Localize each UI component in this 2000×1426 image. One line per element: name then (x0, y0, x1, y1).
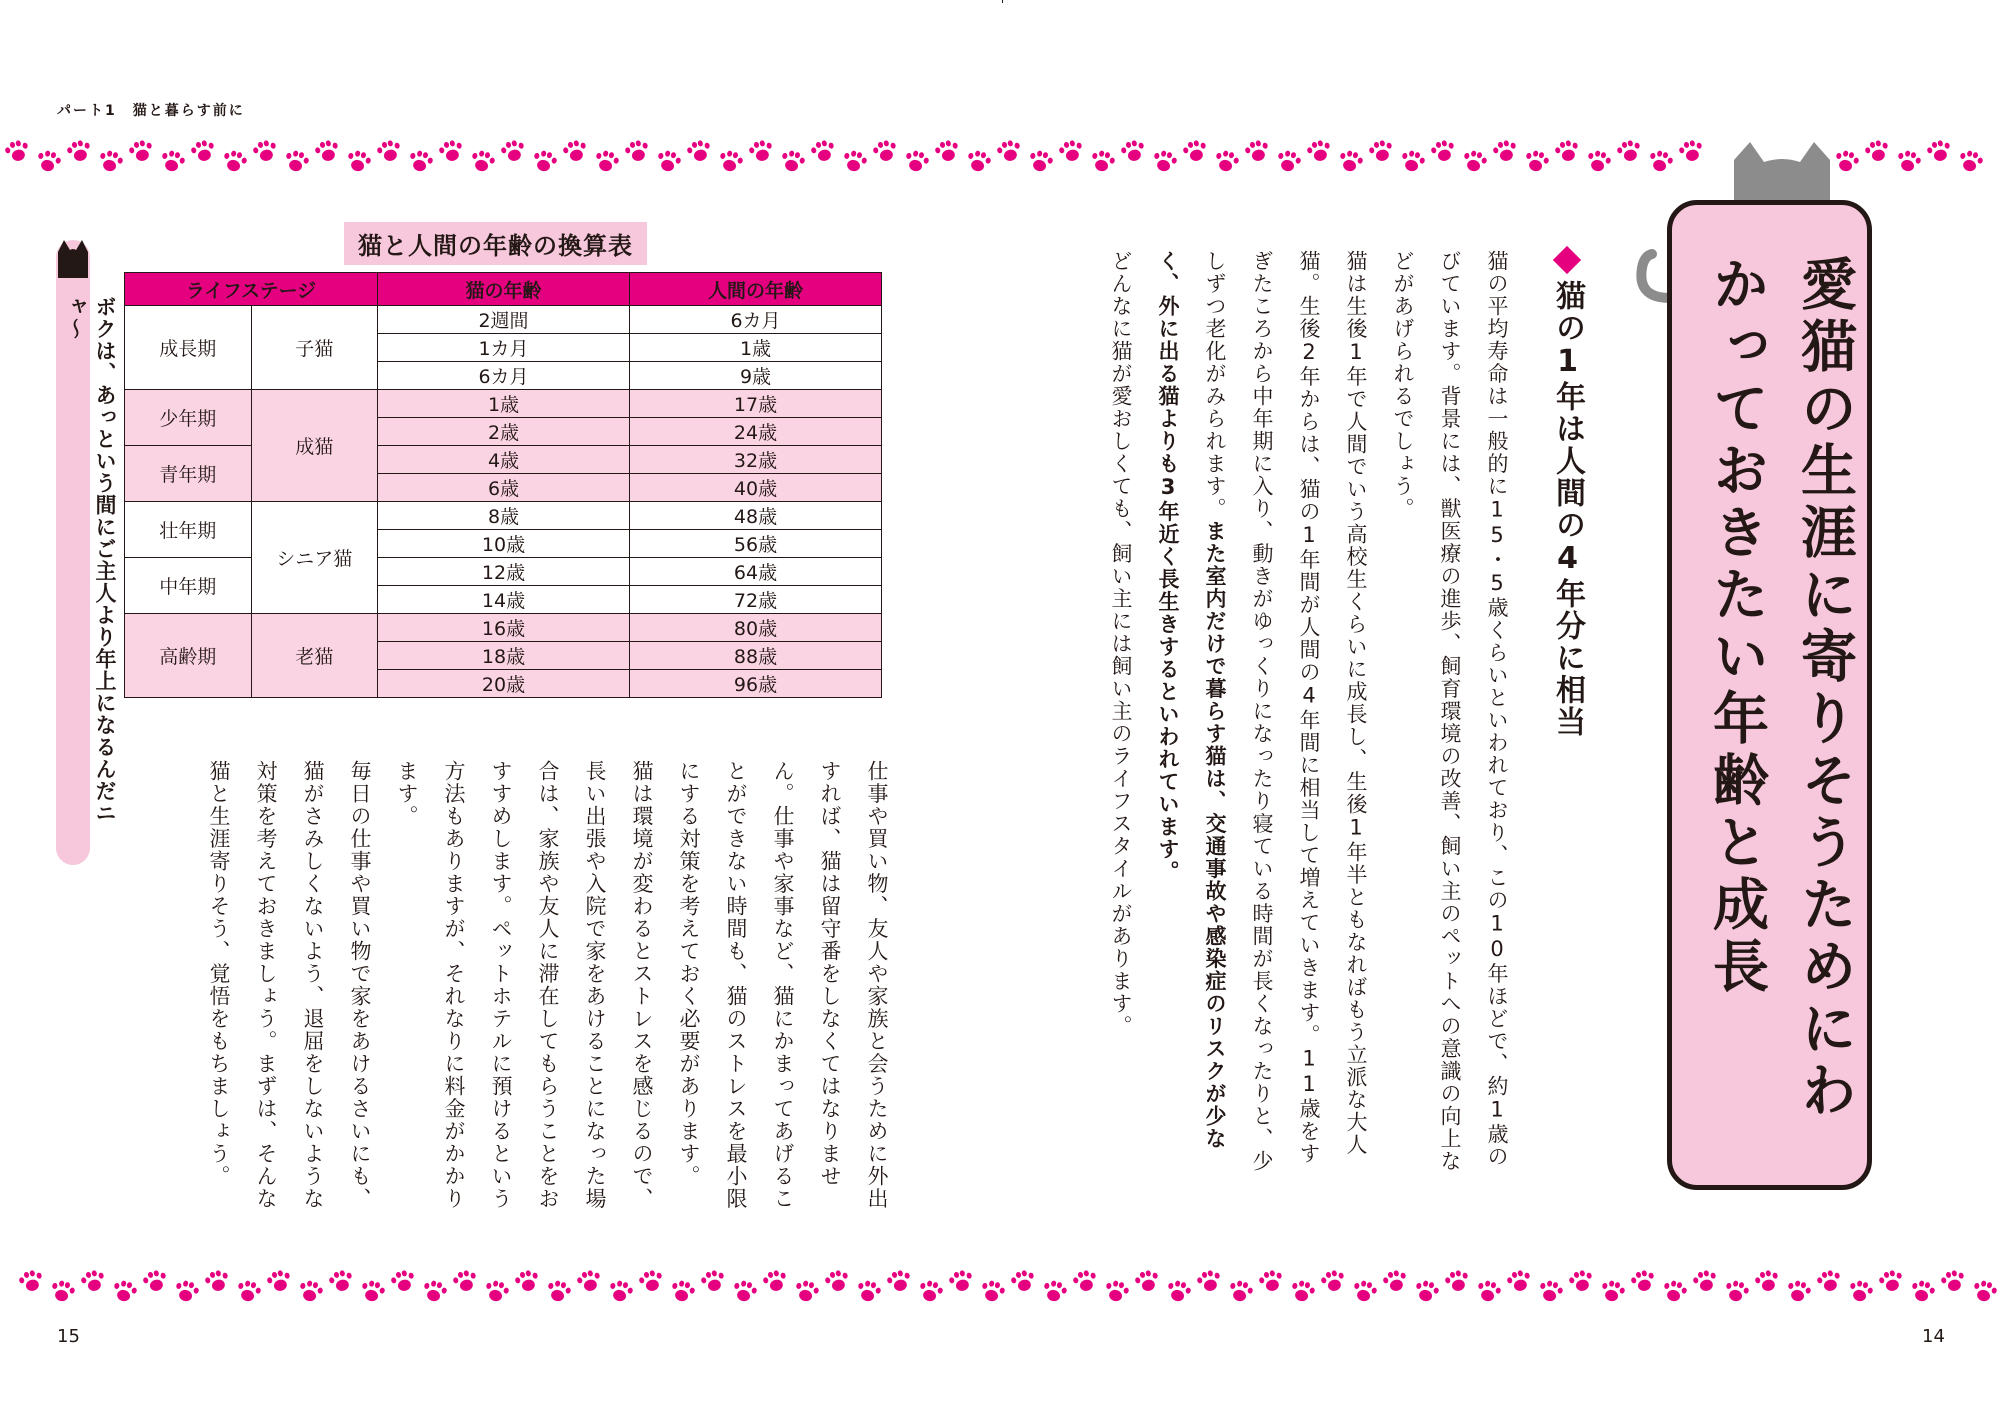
diamond-bullet-icon (1553, 246, 1581, 274)
human-age-cell: 1歳 (630, 334, 882, 362)
paw-print-icon (249, 137, 280, 167)
paw-print-icon (1038, 1277, 1069, 1307)
paw-print-icon (1472, 1277, 1503, 1307)
stage-cell: 成長期 (125, 306, 252, 390)
paw-print-icon (294, 1277, 325, 1307)
paw-print-icon (1968, 1277, 1999, 1307)
human-age-cell: 80歳 (630, 614, 882, 642)
paw-print-icon (869, 137, 900, 167)
paw-print-icon (449, 1267, 480, 1297)
cat-tail-icon (1632, 248, 1672, 308)
human-age-cell: 88歳 (630, 642, 882, 670)
paw-print-icon (1596, 1277, 1627, 1307)
subheading-text: 猫の1年は人間の4年分に相当 (1550, 280, 1585, 738)
paw-print-icon (325, 1267, 356, 1297)
page-number-left: 15 (57, 1326, 80, 1347)
cat-age-cell: 10歳 (378, 530, 630, 558)
paragraph: 猫は生後1年で人間でいう高校生くらいに成長し、生後1年半ともなればもう立派な大人猫。生後2年からは、猫の1年間が人間の4年間に相当して増えていきます。11歳をすぎたころから中年期に入り、動きがゆっくりになったり寝ている時間が長くなったりと、少しずつ老化がみられます。 (1203, 250, 1368, 1173)
paw-print-icon (1551, 137, 1582, 167)
paw-print-icon (1813, 1267, 1844, 1297)
paw-print-icon (900, 147, 931, 177)
cat-age-cell: 12歳 (378, 558, 630, 586)
paw-print-icon (852, 1277, 883, 1307)
paw-print-icon (46, 1277, 77, 1307)
page-title: 愛猫の生涯に寄りそうためにわかっておきたい年齢と成長 (1704, 255, 1857, 1123)
paw-print-icon (1179, 137, 1210, 167)
paw-print-icon (931, 137, 962, 167)
body-text-right (1109, 250, 1520, 1180)
human-age-cell: 48歳 (630, 502, 882, 530)
paw-print-icon (945, 1267, 976, 1297)
paw-print-icon (590, 147, 621, 177)
cat-age-cell: 14歳 (378, 586, 630, 614)
paw-print-icon (1861, 137, 1892, 167)
paw-print-icon (94, 147, 125, 177)
paw-print-icon (373, 137, 404, 167)
paw-print-icon (790, 1277, 821, 1307)
human-age-cell: 32歳 (630, 446, 882, 474)
paw-print-icon (311, 137, 342, 167)
body-text-left (120, 760, 900, 1210)
paw-print-icon (1365, 137, 1396, 167)
stage-cell: 青年期 (125, 446, 252, 502)
paragraph: 猫の平均寿命は一般的に15・5歳くらいといわれており、この10年ほどで、約1歳のびています。背景には、獣医療の進歩、飼育環境の改善、飼い主のペットへの意識の向上などがあげられるでしょう。 (1391, 250, 1509, 1173)
cat-age-cell: 4歳 (378, 446, 630, 474)
paw-print-icon (1644, 147, 1675, 177)
paw-print-icon (280, 147, 311, 177)
paw-print-icon (263, 1267, 294, 1297)
table-row (125, 558, 882, 586)
paw-print-icon (139, 1267, 170, 1297)
paw-print-icon (776, 147, 807, 177)
table-row (125, 306, 882, 334)
paw-print-icon (1627, 1267, 1658, 1297)
cat-age-cell: 18歳 (378, 642, 630, 670)
paw-print-icon (156, 147, 187, 177)
paw-print-icon (77, 1267, 108, 1297)
paw-print-icon (1055, 137, 1086, 167)
paw-print-icon (542, 1277, 573, 1307)
paw-print-icon (1007, 1267, 1038, 1297)
paw-print-icon (1272, 147, 1303, 177)
paw-print-icon (1720, 1277, 1751, 1307)
paw-print-icon (1024, 147, 1055, 177)
paw-print-icon (1241, 137, 1272, 167)
cat-age-cell: 8歳 (378, 502, 630, 530)
paw-print-icon (342, 147, 373, 177)
paw-print-icon (387, 1267, 418, 1297)
paw-print-icon (1131, 1267, 1162, 1297)
section-subheading (1545, 250, 1589, 770)
paw-print-icon (697, 1267, 728, 1297)
cat-age-cell: 6歳 (378, 474, 630, 502)
paw-print-icon (1193, 1267, 1224, 1297)
paragraph-bold: また室内だけで暮らす猫は、交通事故や感染症のリスクが少なく、外に出る猫よりも3年近く長生きするといわれています。 (1156, 250, 1227, 1150)
table-row (125, 446, 882, 474)
cat-age-cell: 1カ月 (378, 334, 630, 362)
cat-age-cell: 1歳 (378, 390, 630, 418)
paw-print-icon (418, 1277, 449, 1307)
paw-print-icon (604, 1277, 635, 1307)
table-header: ライフステージ (125, 273, 378, 306)
table-header: 人間の年齢 (630, 273, 882, 306)
paw-print-icon (914, 1277, 945, 1307)
stage-cell: 少年期 (125, 390, 252, 446)
human-age-cell: 96歳 (630, 670, 882, 698)
cat-age-cell: 2週間 (378, 306, 630, 334)
paw-print-icon (201, 1267, 232, 1297)
paw-print-icon (1875, 1267, 1906, 1297)
table-row (125, 614, 882, 642)
paragraph: 毎日の仕事や買い物で家をあけるさいにも、猫がさみしくないよう、退屈をしないような対策を考えておきましょう。まずは、そんな猫と生涯寄りそう、覚悟をもちましょう。 (207, 760, 372, 1210)
human-age-cell: 72歳 (630, 586, 882, 614)
paw-print-icon (1410, 1277, 1441, 1307)
paw-print-icon (728, 1277, 759, 1307)
paw-print-icon (573, 1267, 604, 1297)
human-age-cell: 17歳 (630, 390, 882, 418)
paw-print-icon (1441, 1267, 1472, 1297)
paw-print-icon (108, 1277, 139, 1307)
paw-border-bottom (0, 1268, 2000, 1308)
paw-print-icon (1, 137, 32, 167)
paw-print-icon (714, 147, 745, 177)
paw-print-icon (1613, 137, 1644, 167)
paw-print-icon (1689, 1267, 1720, 1297)
cat-age-cell: 20歳 (378, 670, 630, 698)
human-age-cell: 9歳 (630, 362, 882, 390)
cat-silhouette-icon (56, 238, 90, 278)
paw-print-icon (1210, 147, 1241, 177)
paw-print-icon (1520, 147, 1551, 177)
paw-print-icon (187, 137, 218, 167)
paw-print-icon (528, 147, 559, 177)
paw-print-icon (1782, 1277, 1813, 1307)
paw-print-icon (1117, 137, 1148, 167)
group-cell: シニア猫 (251, 502, 378, 614)
paw-print-icon (1489, 137, 1520, 167)
paw-print-icon (356, 1277, 387, 1307)
paw-print-icon (32, 147, 63, 177)
title-box (1667, 200, 1872, 1190)
paw-print-icon (559, 137, 590, 167)
paw-print-icon (821, 1267, 852, 1297)
paw-print-icon (1503, 1267, 1534, 1297)
paw-print-icon (807, 137, 838, 167)
human-age-cell: 56歳 (630, 530, 882, 558)
paw-print-icon (497, 137, 528, 167)
paw-print-icon (1751, 1267, 1782, 1297)
paw-print-icon (63, 137, 94, 167)
paw-print-icon (1317, 1267, 1348, 1297)
table-title: 猫と人間の年齢の換算表 (344, 222, 647, 265)
paw-print-icon (1582, 147, 1613, 177)
paw-print-icon (1069, 1267, 1100, 1297)
human-age-cell: 40歳 (630, 474, 882, 502)
paw-print-icon (745, 137, 776, 167)
paragraph: 仕事や買い物、友人や家族と会うために外出すれば、猫は留守番をしなくてはなりません。仕事や家事など、猫にかまってあげることができない時間も、猫のストレスを最小限にする対策を考えておく必要があります。 (677, 760, 889, 1210)
age-conversion-table (124, 272, 882, 698)
cat-age-cell: 16歳 (378, 614, 630, 642)
stage-cell: 中年期 (125, 558, 252, 614)
paw-print-icon (1954, 147, 1985, 177)
paragraph: 猫は環境が変わるとストレスを感じるので、長い出張や入院で家をあけることになった場合は、家族や友人に滞在してもらうことをおすすめします。ペットホテルに預けるという方法もありますが、それなりに料金がかかります。 (395, 760, 654, 1210)
paw-print-icon (1565, 1267, 1596, 1297)
paw-print-icon (1396, 147, 1427, 177)
table-row (125, 502, 882, 530)
group-cell: 成猫 (251, 390, 378, 502)
paw-print-icon (1923, 137, 1954, 167)
stage-cell: 高齢期 (125, 614, 252, 698)
paw-border-top (0, 138, 2000, 178)
paw-print-icon (1334, 147, 1365, 177)
paw-print-icon (652, 147, 683, 177)
paw-print-icon (1255, 1267, 1286, 1297)
human-age-cell: 64歳 (630, 558, 882, 586)
paw-print-icon (511, 1267, 542, 1297)
paw-print-icon (1379, 1267, 1410, 1297)
paw-print-icon (1658, 1277, 1689, 1307)
paw-print-icon (125, 137, 156, 167)
paw-print-icon (232, 1277, 263, 1307)
paw-print-icon (1162, 1277, 1193, 1307)
cat-age-cell: 2歳 (378, 418, 630, 446)
paw-print-icon (993, 137, 1024, 167)
table-header: 猫の年齢 (378, 273, 630, 306)
paw-print-icon (1100, 1277, 1131, 1307)
paw-print-icon (1458, 147, 1489, 177)
paw-print-icon (435, 137, 466, 167)
side-note-box (56, 240, 117, 865)
paw-print-icon (1224, 1277, 1255, 1307)
paw-print-icon (1148, 147, 1179, 177)
paw-print-icon (1086, 147, 1117, 177)
paragraph: どんなに猫が愛おしくても、飼い主には飼い主のライフスタイルがあります。 (1109, 250, 1133, 1038)
paw-print-icon (1427, 137, 1458, 167)
table-header-row (125, 273, 882, 306)
running-header: パート1 猫と暮らす前に (57, 103, 245, 119)
paw-print-icon (15, 1267, 46, 1297)
human-age-cell: 6カ月 (630, 306, 882, 334)
paw-print-icon (635, 1267, 666, 1297)
paw-print-icon (1892, 147, 1923, 177)
paw-print-icon (1906, 1277, 1937, 1307)
paw-print-icon (170, 1277, 201, 1307)
paw-print-icon (480, 1277, 511, 1307)
paw-print-icon (883, 1267, 914, 1297)
paw-print-icon (838, 147, 869, 177)
paw-print-icon (666, 1277, 697, 1307)
paw-print-icon (1348, 1277, 1379, 1307)
paw-print-icon (759, 1267, 790, 1297)
paw-print-icon (466, 147, 497, 177)
paw-print-icon (218, 147, 249, 177)
paw-print-icon (1675, 137, 1706, 167)
paw-print-icon (1937, 1267, 1968, 1297)
table-row (125, 390, 882, 418)
paw-print-icon (962, 147, 993, 177)
side-note-text: ボクは、あっという間にご主人より年上になるんだニャ〜 (63, 296, 117, 824)
paw-print-icon (1286, 1277, 1317, 1307)
paw-print-icon (976, 1277, 1007, 1307)
paw-print-icon (1534, 1277, 1565, 1307)
paw-print-icon (1844, 1277, 1875, 1307)
human-age-cell: 24歳 (630, 418, 882, 446)
group-cell: 子猫 (251, 306, 378, 390)
page-number-right: 14 (1922, 1326, 1945, 1347)
stage-cell: 壮年期 (125, 502, 252, 558)
paw-print-icon (621, 137, 652, 167)
paw-print-icon (404, 147, 435, 177)
group-cell: 老猫 (251, 614, 378, 698)
paw-print-icon (1303, 137, 1334, 167)
paw-print-icon (683, 137, 714, 167)
cat-age-cell: 6カ月 (378, 362, 630, 390)
top-crop-mark (1002, 0, 1003, 3)
